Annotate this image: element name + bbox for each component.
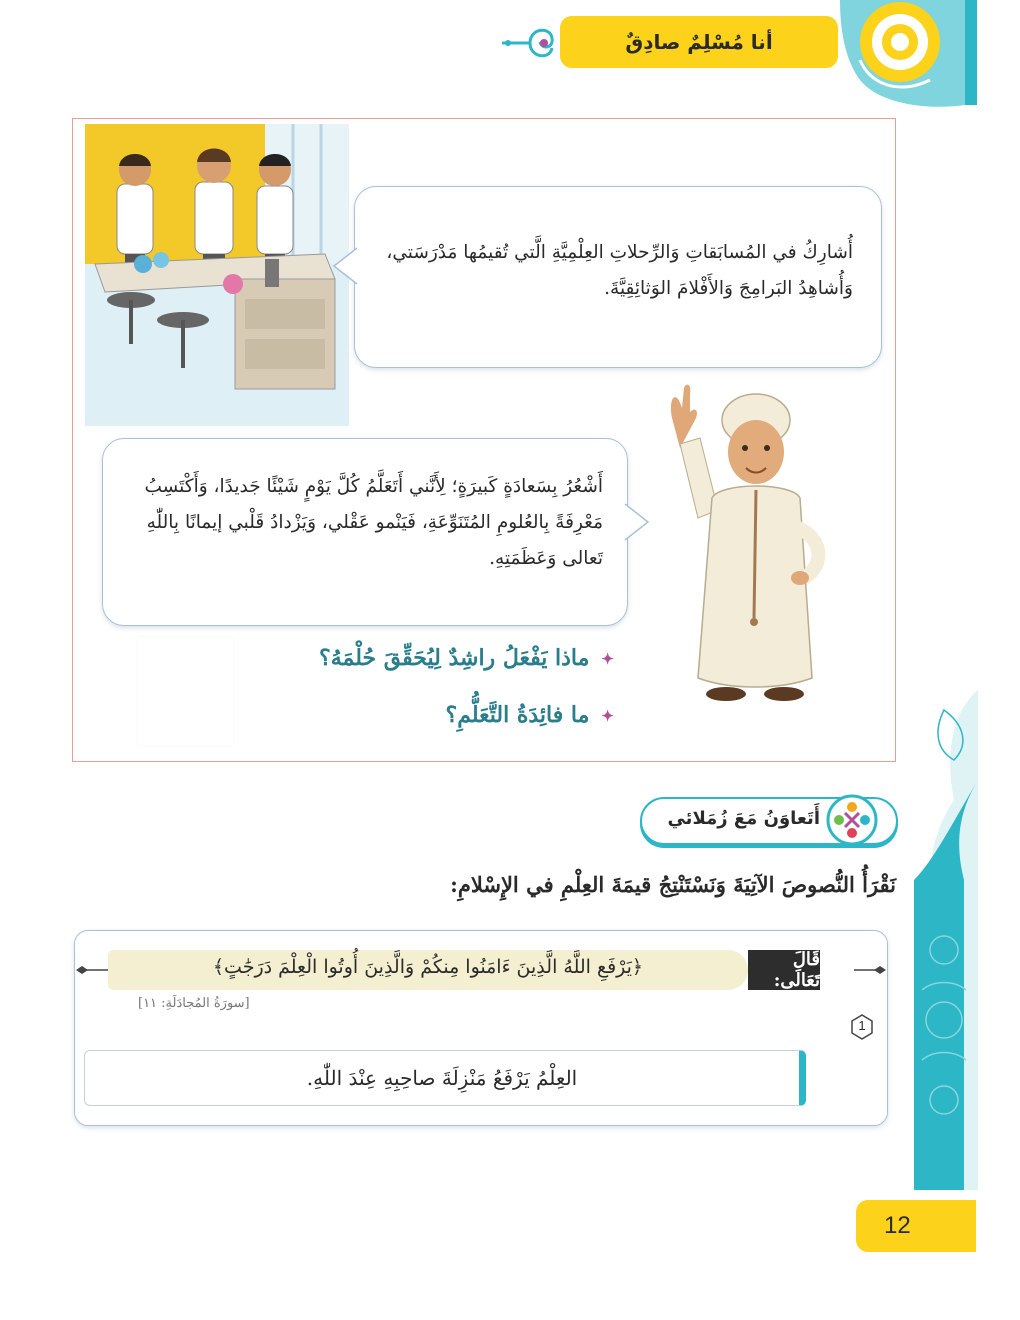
question-text: ماذا يَفْعَلُ راشِدٌ لِيُحَقِّقَ حُلْمَهُ؟ bbox=[319, 645, 590, 671]
verse-intro-text: قَالَ تَعَالَى: bbox=[773, 949, 820, 991]
page-number-text: 12 bbox=[884, 1212, 911, 1239]
answer-box bbox=[84, 1050, 806, 1106]
answer-text: العِلْمُ يَرْفَعُ مَنْزِلَةَ صاحِبِهِ عِنْدَ اللّٰهِ. bbox=[306, 1066, 578, 1090]
instruction-text: نَقْرَأُ النُّصوصَ الآتِيَةَ وَنَسْتَنْتِجُ قيمَةَ العِلْمِ في الإِسْلامِ: bbox=[450, 872, 896, 897]
verse-banner bbox=[108, 950, 748, 990]
verse-text: ﴿يَرْفَعِ اللَّهُ الَّذِينَ ءَامَنُوا مِنكُمْ وَالَّذِينَ أُوتُوا الْعِلْمَ دَرَجَٰتٍ﴾ bbox=[212, 956, 644, 978]
right-decorative-band bbox=[914, 690, 978, 1190]
item-number: 1 bbox=[858, 1018, 866, 1033]
speech-bubble-feelings bbox=[102, 438, 628, 626]
bullet-icon: ✦ bbox=[601, 707, 614, 725]
verse-intro-tag bbox=[748, 950, 820, 990]
corner-swirl-ornament bbox=[840, 0, 970, 110]
question-item-1 bbox=[319, 645, 614, 671]
question-text: ما فائِدَةُ التَّعَلُّمِ؟ bbox=[445, 702, 590, 728]
bubble-feelings-text: أَشْعُرُ بِسَعادَةٍ كَبيرَةٍ؛ لِأَنَّني أَتَعَلَّمُ كُلَّ يَوْمٍ شَيْئًا جَديدًا، وَأَكْتَسِبُ مَعْرِفَةً بِالعُلومِ المُتَنَوِّعَةِ، فَيَنْمو عَقْلي، وَيَزْدادُ قَلْبي إيمانًا بِاللّٰهِ تَعالى وَعَظَمَتِهِ. bbox=[144, 476, 603, 570]
science-lab-illustration bbox=[85, 124, 349, 426]
item-number-badge bbox=[848, 1013, 876, 1041]
cooperate-label: أَتَعاوَنُ مَعَ زُمَلائي bbox=[667, 808, 820, 829]
header-ornament bbox=[500, 20, 560, 66]
bubble-activities-text: أُشارِكُ في المُسابَقاتِ وَالرِّحلاتِ العِلْمِيَّةِ الَّتي تُقيمُها مَدْرَسَتي، وَأُشاهِدُ البَرامِجَ وَالأَفْلامَ الوَثائِقِيَّةَ. bbox=[386, 242, 853, 300]
omani-boy-illustration bbox=[640, 378, 840, 724]
lesson-title bbox=[560, 16, 838, 68]
question-item-2 bbox=[446, 702, 614, 728]
speech-bubble-activities bbox=[354, 186, 882, 368]
lesson-title-text: أنا مُسْلِمٌ صادِقٌ bbox=[625, 30, 773, 54]
page-number bbox=[856, 1200, 976, 1252]
bullet-icon: ✦ bbox=[601, 650, 614, 668]
verse-reference: [سورَةُ المُجادَلَةِ: ١١] bbox=[138, 996, 250, 1011]
blank-note-box bbox=[137, 637, 233, 745]
bubble1-tail bbox=[332, 246, 358, 286]
people-group-icon bbox=[826, 794, 878, 846]
